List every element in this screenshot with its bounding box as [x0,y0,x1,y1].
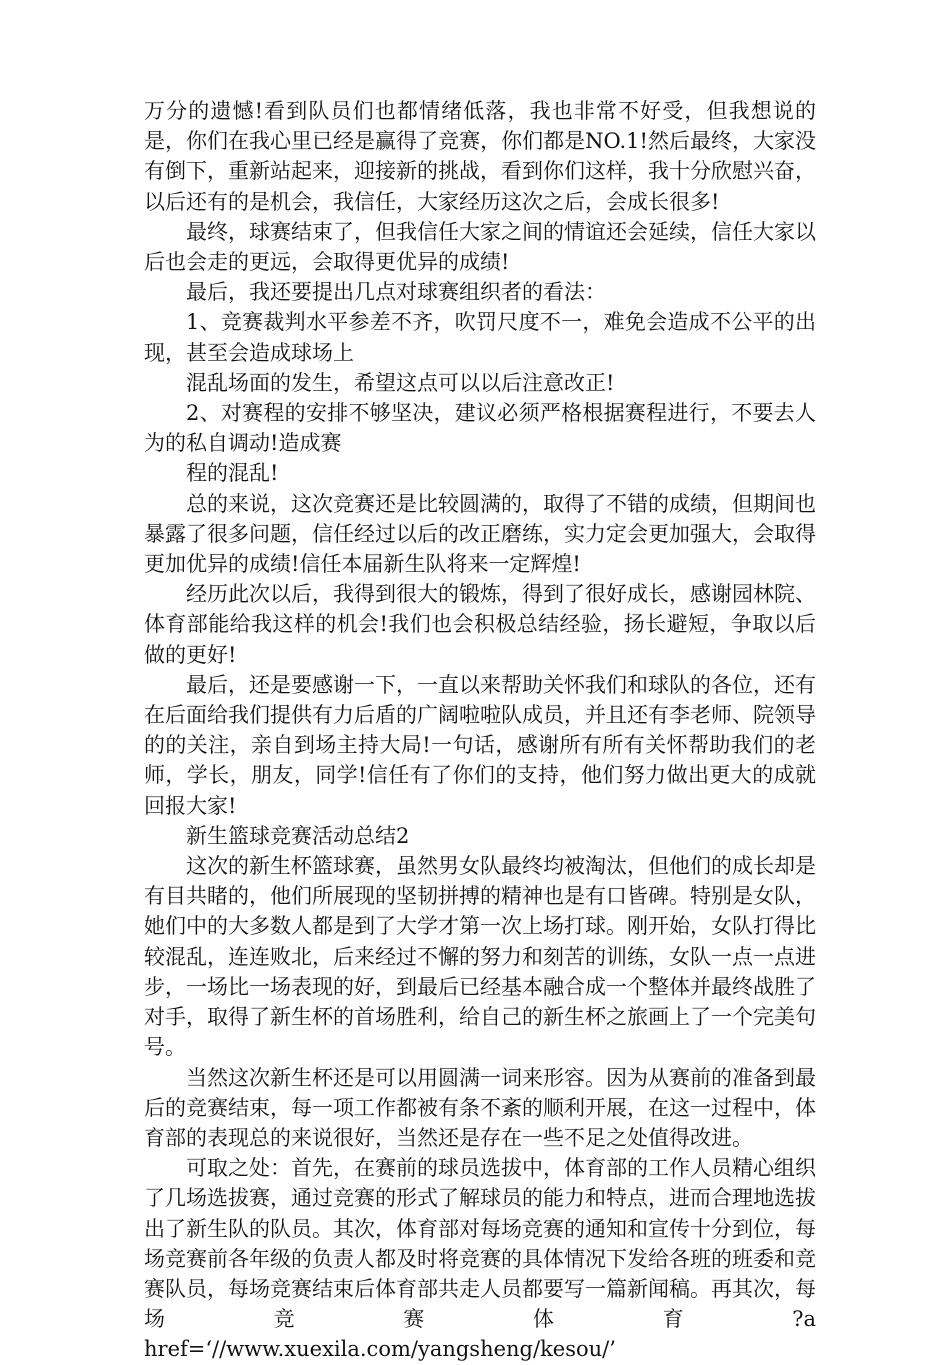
paragraph: 1、竞赛裁判水平参差不齐，吹罚尺度不一，难免会造成不公平的出现，甚至会造成球场上 [144,310,816,365]
paragraph: 最终，球赛结束了，但我信任大家之间的情谊还会延续，信任大家以后也会走的更远，会取得更优异的成绩! [144,219,816,275]
paragraph: href=‘//www.xuexila.com/yangsheng/kesou/’ [144,1337,616,1362]
paragraph: 2、对赛程的安排不够坚决，建议必须严格根据赛程进行，不要去人为的私自调动!造成赛 [144,401,816,456]
paragraph: 最后，还是要感谢一下，一直以来帮助关怀我们和球队的各位，还有在后面给我们提供有力后盾的广阔啦啦队成员，并且还有李老师、院领导的的关注，亲自到场主持大局!一句话，感谢所有所有关怀帮助我们的老师，学长，朋友，同学!信任有了你们的支持，他们努力做出更大的成就回报大家! [144,672,816,818]
paragraph: 经历此次以后，我得到很大的锻炼，得到了很好成长，感谢园林院、体育部能给我这样的机会!我们也会积极总结经验，扬长避短，争取以后做的更好! [144,582,816,667]
paragraph: 当然这次新生杯还是可以用圆满一词来形容。因为从赛前的准备到最后的竞赛结束，每一项工作都被有条不紊的顺利开展，在这一过程中，体育部的表现总的来说很好，当然还是存在一些不足之处值得改进。 [144,1065,816,1150]
paragraph: 总的来说，这次竞赛还是比较圆满的，取得了不错的成绩，但期间也暴露了很多问题，信任经过以后的改正磨练，实力定会更加强大，会取得更加优异的成绩!信任本届新生队将来一定辉煌! [144,491,816,577]
paragraph: 万分的遗憾!看到队员们也都情绪低落，我也非常不好受，但我想说的是，你们在我心里已经是赢得了竞赛，你们都是NO.1!然后最终，大家没有倒下，重新站起来，迎接新的挑战，看到你们这样，我十分欣慰兴奋，以后还有的是机会，我信任，大家经历这次之后，会成长很多! [144,99,816,214]
document-body [144,96,816,1365]
paragraph: 混乱场面的发生，希望这点可以以后注意改正! [186,370,615,395]
paragraph: 程的混乱! [186,461,279,486]
paragraph: 这次的新生杯篮球赛，虽然男女队最终均被淘汰，但他们的成长却是有目共睹的，他们所展现的坚韧拼搏的精神也是有口皆碑。特别是女队，她们中的大多数人都是到了大学才第一次上场打球。刚开始，女队打得比较混乱，连连败北，后来经过不懈的努力和刻苦的训练，女队一点一点进步，一场比一场表现的好，到最后已经基本融合成一个整体并最终战胜了对手，取得了新生杯的首场胜利，给自己的新生杯之旅画上了一个完美句号。 [144,854,816,1060]
paragraph: 可取之处：首先，在赛前的球员选拔中，体育部的工作人员精心组织了几场选拔赛，通过竞赛的形式了解球员的能力和特点，进而合理地选拔出了新生队的队员。其次，体育部对每场竞赛的通知和宣传十分到位，每场竞赛前各年级的负责人都及时将竞赛的具体情况下发给各班的班委和竞赛队员，每场竞赛结束后体育部共走人员都要写一篇新闻稿。再其次，每场竞赛体育?a [144,1156,816,1332]
section-heading: 新生篮球竞赛活动总结2 [186,823,410,848]
paragraph: 最后，我还要提出几点对球赛组织者的看法： [186,280,606,305]
